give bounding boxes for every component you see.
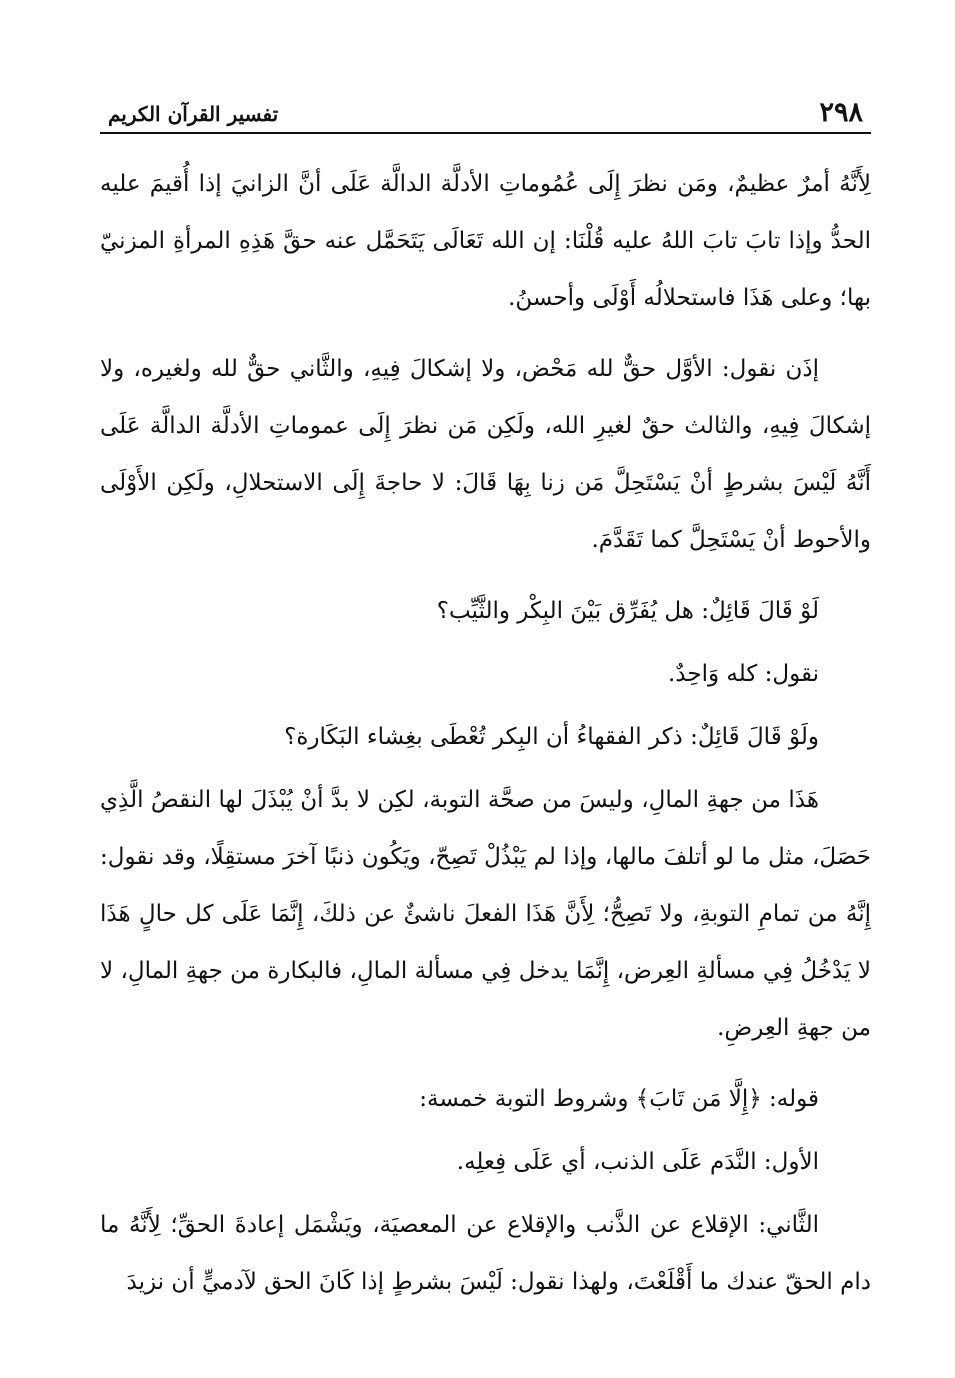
running-title: تفسير القرآن الكريم (108, 102, 279, 126)
paragraph: لِأَنَّهُ أمرٌ عظيمٌ، ومَن نظرَ إِلَى عُمُوماتِ الأدلَّة الدالَّة عَلَى أنَّ الزانيَ إذا أُقيمَ عليه الحدُّ وإذا تابَ تابَ اللهُ عليه قُلْنَا: إن الله تَعَالَى يَتَحَمَّل عنه حقَّ هَذِهِ المرأةِ المزنيّ بها؛ وعلى هَذَا فاستحلالُه أَوْلَى وأحسنُ. (100, 171, 871, 311)
paragraph: نقول: كله وَاحِدٌ. (668, 661, 819, 687)
body-text (100, 156, 871, 1311)
paragraph: إذَن نقول: الأوَّل حقٌّ لله مَحْض، ولا إشكالَ فِيهِ، والثَّاني حقٌّ لله ولغيره، ولا إشكالَ فِيهِ، والثالث حقٌ لغيرِ الله، ولَكِن مَن نظرَ إِلَى عموماتِ الأدلَّة الدالَّة عَلَى أَنَّهُ لَيْسَ بشرطٍ أنْ يَسْتَحِلَّ مَن زنا بِهَا قَالَ: لا حاجةَ إِلَى الاستحلالِ، ولَكِن الأَوْلَى والأحوط أنْ يَسْتَحِلَّ كما تَقَدَّمَ. (100, 356, 871, 553)
paragraph: الأول: النَّدَم عَلَى الذنب، أي عَلَى فِعلِه. (456, 1149, 819, 1175)
paragraph: الثَّاني: الإقلاع عن الذَّنب والإقلاع عن المعصيَة، ويَشْمَل إعادةَ الحقِّ؛ لِأَنَّهُ ما دام الحقّ عندك ما أَقْلَعْتَ، ولهذا نقول: لَيْسَ بشرطٍ إذا كَانَ الحق لآدميٍّ أن نزيدَ (100, 1212, 871, 1295)
paragraph: ولَوْ قَالَ قَائِلٌ: ذكر الفقهاءُ أن البِكر تُعْطَى بغِشاء البَكَارة؟ (284, 724, 819, 750)
page-header (100, 96, 871, 134)
paragraph: قوله: ﴿إِلَّا مَن تَابَ﴾ وشروط التوبة خمسة: (419, 1086, 819, 1112)
paragraph: هَذَا من جهةِ المالِ، وليسَ من صحَّة التوبة، لكِن لا بدَّ أنْ يُبْذَلَ لها النقصُ الَّذِي حَصَلَ، مثل ما لو أتلفَ مالها، وإذا لم يَبْذُلْ تَصِحّ، ويَكُون ذنبًا آخرَ مستقِلًا، وقد نقول: إِنَّهُ من تمامِ التوبةِ، ولا تَصِحُّ؛ لِأَنَّ هَذَا الفعلَ ناشئٌ عن ذلكَ، إِنَّمَا عَلَى كل حالٍ هَذَا لا يَدْخُلُ فِي مسألةِ العِرض، إِنَّمَا يدخل فِي مسألة المالِ، فالبكارة من جهةِ المالِ، لا من جهةِ العِرضِ. (100, 787, 871, 1041)
paragraph: لَوْ قَالَ قَائِلٌ: هل يُفَرِّق بَيْنَ البِكْر والثَّيِّب؟ (436, 598, 819, 624)
page-number: ٢٩٨ (819, 97, 863, 128)
